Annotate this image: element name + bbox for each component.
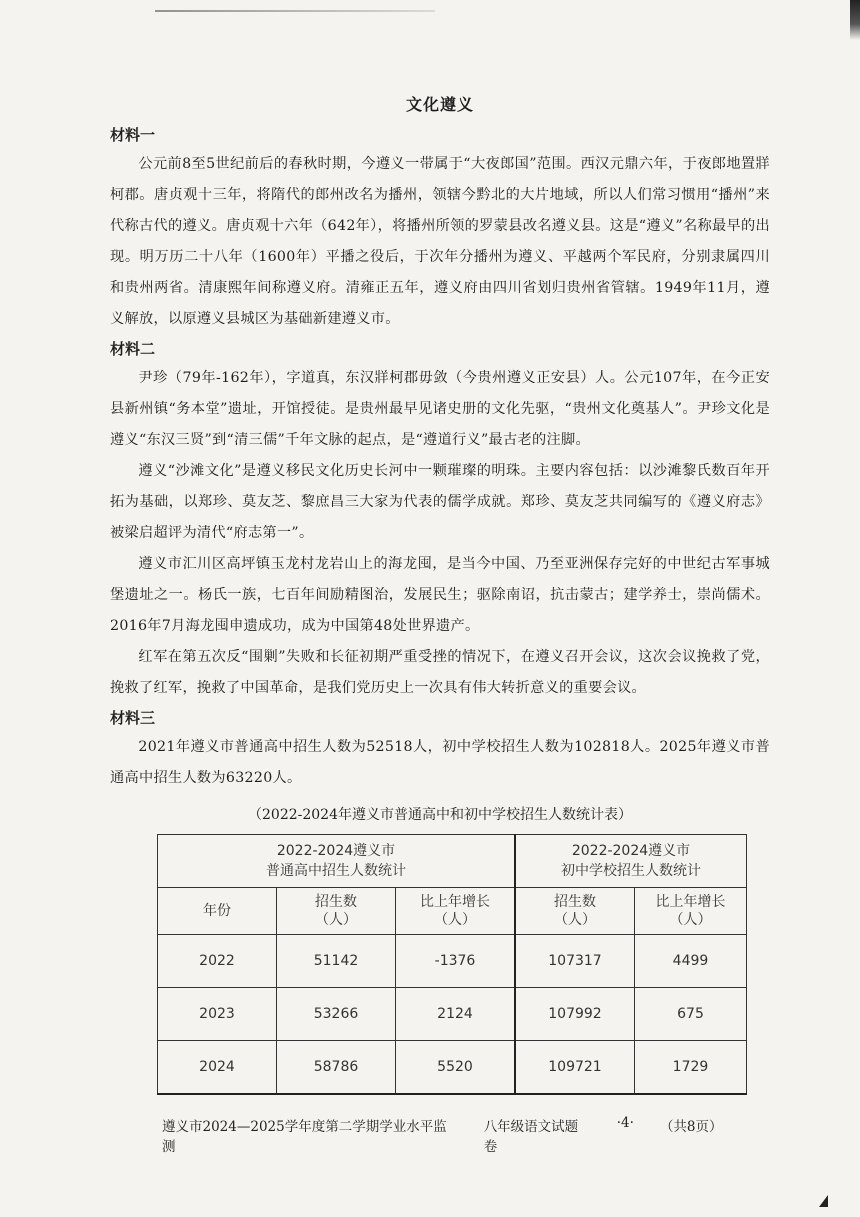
cell-mid-enroll: 107992 (515, 988, 635, 1041)
material-2-paragraph-yinzhen: 尹珍（79年-162年），字道真，东汉牂柯郡毋敛（今贵州遵义正安县）人。公元107年，在今正安县新州镇“务本堂”遗址，开馆授徒。是贵州最早见诸史册的文化先驱，“贵州文化奠基人”。尹珍文化是遵义“东汉三贤”到“清三儒”千年文脉的起点，是“遵道行义”最古老的注脚。 (110, 370, 770, 448)
cell-high-enroll: 53266 (277, 988, 396, 1041)
cell-mid-enroll: 109721 (515, 1041, 635, 1095)
material-1-paragraph: 公元前8至5世纪前后的春秋时期，今遵义一带属于“大夜郎国”范围。西汉元鼎六年，于夜郎地置牂柯郡。唐贞观十三年，将隋代的郎州改名为播州，领辖今黔北的大片地域，所以人们常习惯用“播州”来代称古代的遵义。唐贞观十六年（642年），将播州所领的罗蒙县改名遵义县。这是“遵义”名称最早的出现。明万历二十八年（1600年）平播之役后，于次年分播州为遵义、平越两个军民府，分别隶属四川和贵州两省。清康熙年间称遵义府。清雍正五年，遵义府由四川省划归贵州省管辖。1949年11月，遵义解放，以原遵义县城区为基础新建遵义市。 (110, 156, 770, 327)
footer-total-pages: （共8页） (659, 1119, 723, 1135)
cell-mid-growth: 675 (635, 988, 747, 1041)
enrollment-table (157, 834, 747, 1095)
group-header-high-school: 2022-2024遵义市 普通高中招生人数统计 (158, 835, 516, 888)
cell-high-growth: -1376 (396, 935, 516, 988)
material-1-heading: 材料一 (110, 126, 156, 144)
scan-corner-mark (819, 1195, 828, 1207)
cell-mid-growth: 1729 (635, 1041, 747, 1095)
material-2-heading: 材料二 (110, 340, 156, 358)
material-3-paragraph: 2021年遵义市普通高中招生人数为52518人，初中学校招生人数为102818人。2025年遵义市普通高中招生人数为63220人。 (110, 739, 770, 786)
table-row (158, 935, 747, 988)
cell-high-enroll: 58786 (277, 1041, 396, 1095)
group-header-middle-school: 2022-2024遵义市 初中学校招生人数统计 (515, 835, 747, 888)
table-row (158, 988, 747, 1041)
col-header-mid-growth: 比上年增长 （人） (635, 888, 747, 935)
cell-year: 2022 (158, 935, 277, 988)
cell-high-growth: 2124 (396, 988, 516, 1041)
cell-year: 2024 (158, 1041, 277, 1095)
footer-page-number: ·4· (616, 1115, 634, 1131)
col-header-year: 年份 (158, 888, 277, 935)
table-caption: （2022-2024年遵义市普通高中和初中学校招生人数统计表） (248, 807, 632, 823)
footer-paper-name: 八年级语文试题卷 (483, 1119, 579, 1155)
material-2-paragraph-hailongtun: 遵义市汇川区高坪镇玉龙村龙岩山上的海龙囤，是当今中国、乃至亚洲保存完好的中世纪古军事城堡遗址之一。杨氏一族，七百年间励精图治，发展民生；驱除南诏，抗击蒙古；建学养士，崇尚儒术。2016年7月海龙囤申遗成功，成为中国第48处世界遗产。 (110, 556, 770, 634)
cell-mid-enroll: 107317 (515, 935, 635, 988)
table-row (158, 1041, 747, 1095)
page-footer (162, 1115, 722, 1155)
table-column-header-row (158, 888, 747, 935)
cell-high-growth: 5520 (396, 1041, 516, 1095)
material-2-paragraph-shatan: 遵义“沙滩文化”是遵义移民文化历史长河中一颗璀璨的明珠。主要内容包括：以沙滩黎氏数百年开拓为基础，以郑珍、莫友芝、黎庶昌三大家为代表的儒学成就。郑珍、莫友芝共同编写的《遵义府志》被梁启超评为清代“府志第一”。 (110, 463, 770, 541)
cell-year: 2023 (158, 988, 277, 1041)
col-header-high-growth: 比上年增长 （人） (396, 888, 516, 935)
exam-page (110, 92, 770, 1095)
page-title: 文化遵义 (405, 95, 474, 114)
material-3-heading: 材料三 (110, 709, 156, 727)
scan-corner-shadow (850, 0, 860, 40)
col-header-mid-enroll: 招生数 （人） (515, 888, 635, 935)
scan-edge-line (155, 10, 435, 12)
material-2-paragraph-zunyi-meeting: 红军在第五次反“围剿”失败和长征初期严重受挫的情况下，在遵义召开会议，这次会议挽救了党，挽救了红军，挽救了中国革命，是我们党历史上一次具有伟大转折意义的重要会议。 (110, 649, 770, 696)
cell-mid-growth: 4499 (635, 935, 747, 988)
table-group-header-row (158, 835, 747, 888)
col-header-high-enroll: 招生数 （人） (277, 888, 396, 935)
cell-high-enroll: 51142 (277, 935, 396, 988)
footer-exam-name: 遵义市2024—2025学年度第二学期学业水平监测 (162, 1119, 447, 1155)
